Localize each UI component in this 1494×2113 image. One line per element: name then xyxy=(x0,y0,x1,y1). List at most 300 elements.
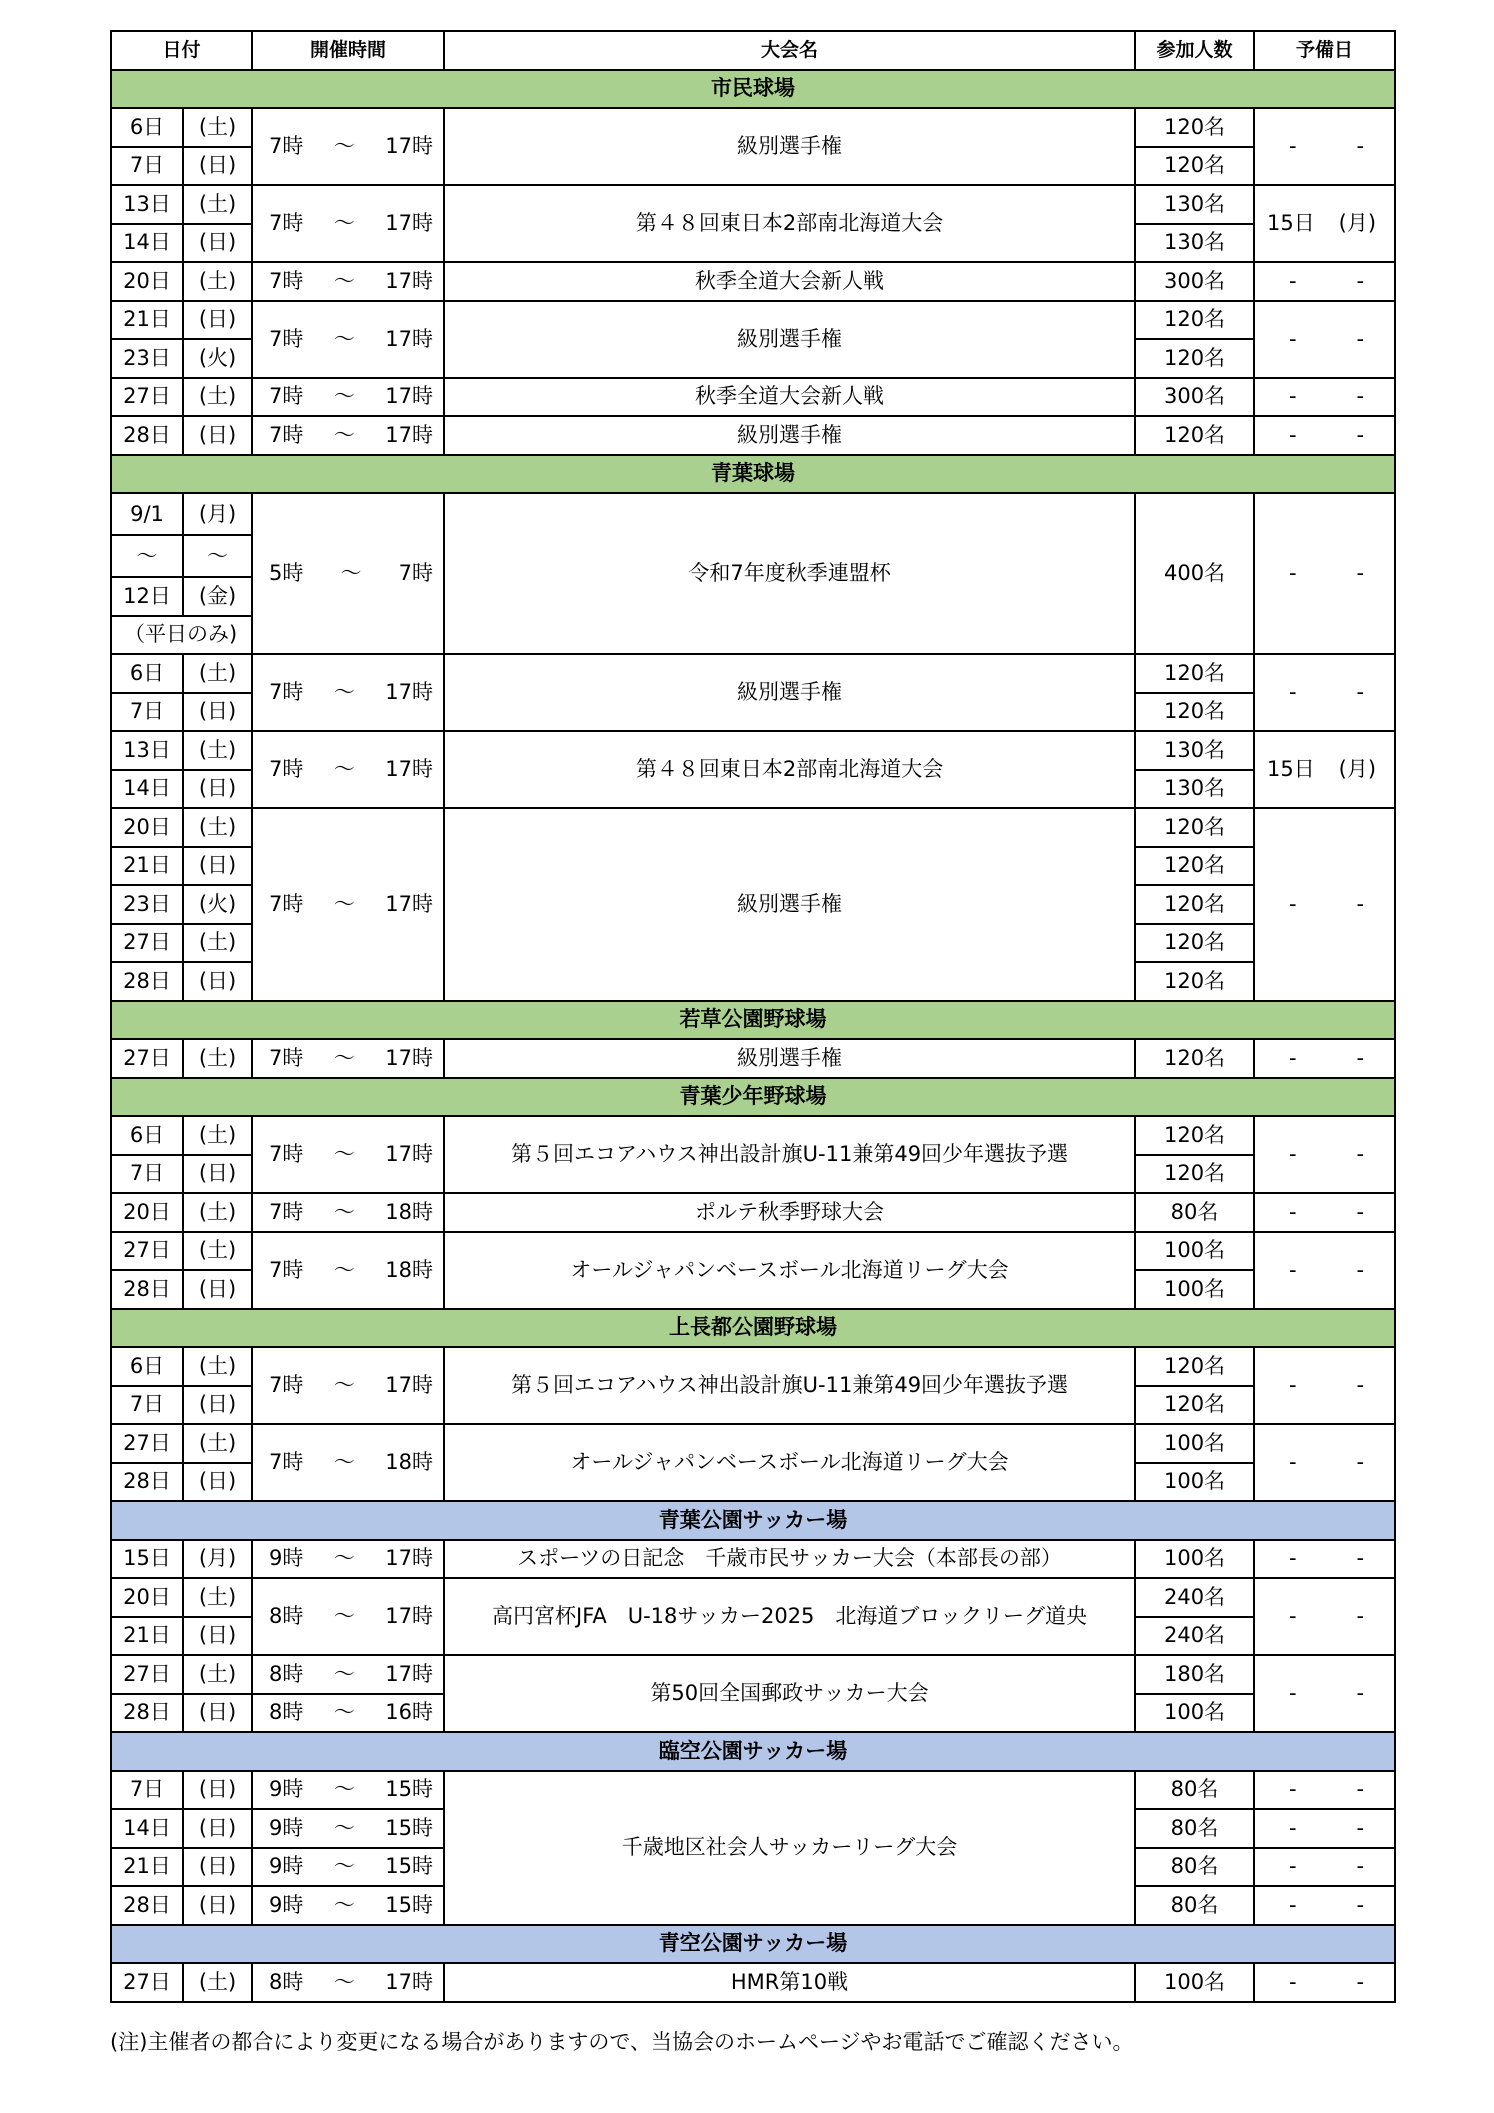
event-name: 千歳地区社会人サッカーリーグ大会 xyxy=(444,1771,1135,1925)
date-day: 7日 xyxy=(111,1386,183,1425)
event-name: スポーツの日記念 千歳市民サッカー大会（本部長の部） xyxy=(444,1540,1135,1579)
time-range xyxy=(252,1232,444,1309)
reserve-day-wrap xyxy=(1255,1548,1394,1569)
tilde-sep: ～ xyxy=(333,1257,355,1282)
participant-count: 180名 xyxy=(1135,1655,1254,1694)
tilde-sep: ～ xyxy=(333,211,355,235)
time-range-wrap xyxy=(253,1779,443,1800)
date-day: 28日 xyxy=(111,962,183,1001)
schedule-row xyxy=(111,1347,1395,1386)
reserve-day-wrap xyxy=(1255,759,1394,780)
reserve-day-a: - xyxy=(1289,891,1297,916)
schedule-body xyxy=(111,70,1395,2002)
time-range xyxy=(252,1809,444,1848)
participant-count: 120名 xyxy=(1135,693,1254,732)
date-weekday: (日) xyxy=(183,1386,252,1425)
participant-count: 120名 xyxy=(1135,962,1254,1001)
date-weekday: ～ xyxy=(183,535,252,577)
reserve-day-wrap xyxy=(1255,1452,1394,1473)
reserve-day-wrap xyxy=(1255,268,1394,293)
reserve-day xyxy=(1254,378,1395,417)
reserve-day-b: - xyxy=(1356,1854,1365,1879)
time-range-wrap xyxy=(253,1548,443,1569)
date-weekday: (土) xyxy=(183,731,252,770)
date-weekday: (日) xyxy=(183,847,252,886)
time-range-b: 17時 xyxy=(385,1661,433,1686)
reserve-day-a: - xyxy=(1289,1777,1297,1802)
schedule-row xyxy=(111,1540,1395,1579)
time-range-wrap xyxy=(253,759,443,780)
schedule-row xyxy=(111,1116,1395,1155)
time-range-b: 15時 xyxy=(385,1892,433,1917)
time-range xyxy=(252,493,444,654)
date-weekday: (日) xyxy=(183,1809,252,1848)
reserve-day xyxy=(1254,1848,1395,1887)
participant-count: 120名 xyxy=(1135,885,1254,924)
time-range-b: 17時 xyxy=(385,1045,433,1070)
time-range-a: 7時 xyxy=(269,1257,304,1282)
reserve-day xyxy=(1254,1809,1395,1848)
reserve-day xyxy=(1254,1771,1395,1810)
section-header-row xyxy=(111,1925,1395,1964)
time-range-b: 18時 xyxy=(385,1450,433,1474)
date-weekday: (日) xyxy=(183,1886,252,1925)
schedule-row xyxy=(111,1039,1395,1078)
section-title: 臨空公園サッカー場 xyxy=(111,1732,1395,1771)
section-header-row xyxy=(111,1001,1395,1040)
date-day: 23日 xyxy=(111,339,183,378)
time-range-wrap xyxy=(253,1257,443,1282)
participant-count: 120名 xyxy=(1135,924,1254,963)
date-day: 14日 xyxy=(111,1809,183,1848)
date-weekday: (土) xyxy=(183,1116,252,1155)
section-header-row xyxy=(111,455,1395,494)
time-range xyxy=(252,185,444,262)
event-name: 第４８回東日本2部南北海道大会 xyxy=(444,731,1135,808)
reserve-day xyxy=(1254,1424,1395,1501)
reserve-day-wrap xyxy=(1255,1683,1394,1704)
time-range-b: 17時 xyxy=(385,384,433,409)
date-weekday: (日) xyxy=(183,301,252,340)
participant-count: 120名 xyxy=(1135,108,1254,147)
time-range-a: 9時 xyxy=(269,1892,304,1917)
time-range-b: 17時 xyxy=(385,1969,433,1994)
date-weekday: (月) xyxy=(183,1540,252,1579)
event-name: 級別選手権 xyxy=(444,301,1135,378)
tilde-sep: ～ xyxy=(333,1199,355,1224)
reserve-day-b: - xyxy=(1356,1681,1365,1705)
date-weekday: (月) xyxy=(183,493,252,535)
section-header-row xyxy=(111,70,1395,109)
date-day: 9/1 xyxy=(111,493,183,535)
schedule-row xyxy=(111,262,1395,301)
event-name: 秋季全道大会新人戦 xyxy=(444,262,1135,301)
schedule-row xyxy=(111,416,1395,455)
schedule-row xyxy=(111,1655,1395,1694)
reserve-day-wrap xyxy=(1255,422,1394,447)
reserve-day-b: - xyxy=(1356,268,1365,293)
time-range-wrap xyxy=(253,891,443,916)
participant-count: 80名 xyxy=(1135,1809,1254,1848)
event-name: 第５回エコアハウス神出設計旗U-11兼第49回少年選抜予選 xyxy=(444,1116,1135,1193)
reserve-day-a: - xyxy=(1289,1450,1297,1474)
time-range-a: 7時 xyxy=(269,1373,304,1397)
reserve-day-b: - xyxy=(1356,1777,1365,1802)
reserve-day xyxy=(1254,1655,1395,1732)
event-name: 秋季全道大会新人戦 xyxy=(444,378,1135,417)
participant-count: 100名 xyxy=(1135,1232,1254,1271)
time-range-wrap xyxy=(253,682,443,703)
reserve-day-a: - xyxy=(1289,561,1297,585)
tilde-sep: ～ xyxy=(333,1854,355,1879)
event-name: 令和7年度秋季連盟杯 xyxy=(444,493,1135,654)
reserve-day-wrap xyxy=(1255,326,1394,351)
time-range-wrap xyxy=(253,1702,443,1723)
date-weekday: (日) xyxy=(183,1155,252,1194)
reserve-day-wrap xyxy=(1255,1257,1394,1282)
tilde-sep: ～ xyxy=(333,1450,355,1474)
reserve-day-wrap xyxy=(1255,891,1394,916)
reserve-day-b: - xyxy=(1356,1892,1365,1917)
reserve-day-wrap xyxy=(1255,682,1394,703)
participant-count: 120名 xyxy=(1135,808,1254,847)
time-range-a: 9時 xyxy=(269,1815,304,1840)
date-weekday: (土) xyxy=(183,1963,252,2002)
footnote: (注)主催者の都合により変更になる場合がありますので、当協会のホームページやお電話でご確認ください。 xyxy=(110,2030,1134,2054)
date-day: ～ xyxy=(111,535,183,577)
time-range-wrap xyxy=(253,563,443,584)
event-name: 第４８回東日本2部南北海道大会 xyxy=(444,185,1135,262)
reserve-day-wrap xyxy=(1255,1144,1394,1165)
schedule-row xyxy=(111,1963,1395,2002)
section-title: 若草公園野球場 xyxy=(111,1001,1395,1040)
reserve-day xyxy=(1254,262,1395,301)
time-range-wrap xyxy=(253,1661,443,1686)
tilde-sep: ～ xyxy=(333,1604,355,1628)
time-range xyxy=(252,108,444,185)
tilde-sep: ～ xyxy=(333,1700,355,1725)
participant-count: 80名 xyxy=(1135,1193,1254,1232)
reserve-day-b: (月) xyxy=(1338,211,1377,235)
participant-count: 120名 xyxy=(1135,654,1254,693)
time-range-b: 18時 xyxy=(385,1257,433,1282)
participant-count: 400名 xyxy=(1135,493,1254,654)
date-day: 15日 xyxy=(111,1540,183,1579)
section-title: 市民球場 xyxy=(111,70,1395,109)
reserve-day-a: - xyxy=(1289,1681,1297,1705)
tilde-sep: ～ xyxy=(333,326,355,351)
reserve-day-b: - xyxy=(1356,1045,1365,1070)
participant-count: 100名 xyxy=(1135,1270,1254,1309)
tilde-sep: ～ xyxy=(333,384,355,409)
tilde-sep: ～ xyxy=(333,1045,355,1070)
date-day: 28日 xyxy=(111,1694,183,1733)
time-range xyxy=(252,654,444,731)
reserve-day-wrap xyxy=(1255,1779,1394,1800)
date-day: 13日 xyxy=(111,731,183,770)
time-range-b: 17時 xyxy=(385,326,433,351)
reserve-day xyxy=(1254,416,1395,455)
section-title: 上長都公園野球場 xyxy=(111,1309,1395,1348)
date-day: 27日 xyxy=(111,1424,183,1463)
reserve-day-b: (月) xyxy=(1338,757,1377,781)
date-day: 20日 xyxy=(111,1193,183,1232)
date-day: 27日 xyxy=(111,378,183,417)
event-name: 高円宮杯JFA U-18サッカー2025 北海道ブロックリーグ道央 xyxy=(444,1578,1135,1655)
schedule-row xyxy=(111,1232,1395,1271)
tilde-sep: ～ xyxy=(333,680,355,704)
reserve-day-b: - xyxy=(1356,384,1365,409)
time-range-a: 7時 xyxy=(269,1199,304,1224)
section-header-row xyxy=(111,1309,1395,1348)
reserve-day xyxy=(1254,654,1395,731)
time-range xyxy=(252,1771,444,1810)
tilde-sep: ～ xyxy=(333,1373,355,1397)
reserve-day-wrap xyxy=(1255,213,1394,234)
date-day: 27日 xyxy=(111,924,183,963)
participant-count: 100名 xyxy=(1135,1424,1254,1463)
participant-count: 120名 xyxy=(1135,416,1254,455)
time-range-wrap xyxy=(253,268,443,293)
participant-count: 80名 xyxy=(1135,1771,1254,1810)
date-day: 21日 xyxy=(111,1617,183,1656)
tilde-sep: ～ xyxy=(333,1815,355,1840)
time-range-b: 16時 xyxy=(385,1700,433,1725)
tilde-sep: ～ xyxy=(333,1969,355,1994)
reserve-day-a: - xyxy=(1289,1815,1297,1840)
time-range-wrap xyxy=(253,1045,443,1070)
date-weekday: (金) xyxy=(183,577,252,616)
date-weekday: (日) xyxy=(183,1617,252,1656)
time-range-a: 8時 xyxy=(269,1969,304,1994)
event-name: 第50回全国郵政サッカー大会 xyxy=(444,1655,1135,1732)
header-count: 参加人数 xyxy=(1135,31,1254,70)
event-name: 級別選手権 xyxy=(444,654,1135,731)
participant-count: 130名 xyxy=(1135,770,1254,809)
time-range-a: 9時 xyxy=(269,1546,304,1571)
reserve-day xyxy=(1254,185,1395,262)
reserve-day-wrap xyxy=(1255,1892,1394,1917)
reserve-day-a: - xyxy=(1289,134,1297,158)
participant-count: 120名 xyxy=(1135,847,1254,886)
time-range-b: 17時 xyxy=(385,757,433,781)
time-range xyxy=(252,1039,444,1078)
reserve-day-a: - xyxy=(1289,1045,1297,1070)
date-day: 7日 xyxy=(111,1771,183,1810)
schedule-row xyxy=(111,731,1395,770)
date-weekday: (火) xyxy=(183,339,252,378)
reserve-day-wrap xyxy=(1255,1606,1394,1627)
date-weekday: (土) xyxy=(183,1655,252,1694)
reserve-day-b: - xyxy=(1356,561,1365,585)
event-name: 級別選手権 xyxy=(444,108,1135,185)
time-range-a: 7時 xyxy=(269,1450,304,1474)
time-range-a: 7時 xyxy=(269,757,304,781)
tilde-sep: ～ xyxy=(333,1661,355,1686)
participant-count: 120名 xyxy=(1135,147,1254,186)
reserve-day xyxy=(1254,1540,1395,1579)
time-range-a: 5時 xyxy=(269,561,304,585)
participant-count: 300名 xyxy=(1135,262,1254,301)
date-day: 28日 xyxy=(111,416,183,455)
time-range-b: 17時 xyxy=(385,1142,433,1166)
date-note: （平日のみ) xyxy=(111,616,252,655)
date-day: 7日 xyxy=(111,693,183,732)
time-range-wrap xyxy=(253,1606,443,1627)
schedule-row xyxy=(111,808,1395,847)
participant-count: 120名 xyxy=(1135,1386,1254,1425)
date-weekday: (土) xyxy=(183,1232,252,1271)
time-range-b: 18時 xyxy=(385,1199,433,1224)
header-time: 開催時間 xyxy=(252,31,444,70)
participant-count: 130名 xyxy=(1135,185,1254,224)
date-day: 21日 xyxy=(111,1848,183,1887)
reserve-day-wrap xyxy=(1255,1045,1394,1070)
schedule-row xyxy=(111,1578,1395,1617)
date-weekday: (土) xyxy=(183,1193,252,1232)
time-range-b: 7時 xyxy=(398,561,434,585)
time-range-a: 7時 xyxy=(269,326,304,351)
reserve-day-a: - xyxy=(1289,1373,1297,1397)
section-title: 青葉少年野球場 xyxy=(111,1078,1395,1117)
reserve-day-b: - xyxy=(1356,1604,1365,1628)
reserve-day xyxy=(1254,301,1395,378)
reserve-day-a: - xyxy=(1289,1257,1297,1282)
time-range-wrap xyxy=(253,386,443,407)
time-range xyxy=(252,1848,444,1887)
time-range xyxy=(252,301,444,378)
time-range-wrap xyxy=(253,213,443,234)
event-name: オールジャパンベースボール北海道リーグ大会 xyxy=(444,1232,1135,1309)
time-range-a: 8時 xyxy=(269,1700,304,1725)
date-day: 20日 xyxy=(111,808,183,847)
date-day: 27日 xyxy=(111,1039,183,1078)
schedule-row xyxy=(111,1771,1395,1810)
participant-count: 120名 xyxy=(1135,339,1254,378)
reserve-day xyxy=(1254,108,1395,185)
tilde-sep: ～ xyxy=(333,268,355,293)
time-range-a: 9時 xyxy=(269,1777,304,1802)
date-day: 6日 xyxy=(111,1116,183,1155)
date-weekday: (日) xyxy=(183,1270,252,1309)
time-range-b: 17時 xyxy=(385,268,433,293)
time-range-wrap xyxy=(253,422,443,447)
participant-count: 100名 xyxy=(1135,1540,1254,1579)
schedule-row xyxy=(111,654,1395,693)
header-reserve: 予備日 xyxy=(1254,31,1395,70)
reserve-day-a: - xyxy=(1289,680,1297,704)
time-range xyxy=(252,808,444,1001)
tilde-sep: ～ xyxy=(333,891,355,916)
date-weekday: (土) xyxy=(183,1578,252,1617)
time-range-a: 8時 xyxy=(269,1661,304,1686)
time-range xyxy=(252,1886,444,1925)
reserve-day-b: - xyxy=(1356,891,1365,916)
time-range-wrap xyxy=(253,1199,443,1224)
section-header-row xyxy=(111,1732,1395,1771)
time-range-wrap xyxy=(253,1856,443,1877)
date-day: 6日 xyxy=(111,654,183,693)
schedule-table xyxy=(110,30,1396,2003)
reserve-day xyxy=(1254,731,1395,808)
reserve-day-a: - xyxy=(1289,422,1297,447)
participant-count: 100名 xyxy=(1135,1694,1254,1733)
reserve-day xyxy=(1254,1963,1395,2002)
reserve-day xyxy=(1254,1578,1395,1655)
participant-count: 120名 xyxy=(1135,1155,1254,1194)
reserve-day-wrap xyxy=(1255,563,1394,584)
reserve-day xyxy=(1254,1039,1395,1078)
event-name: 級別選手権 xyxy=(444,1039,1135,1078)
event-name: 級別選手権 xyxy=(444,808,1135,1001)
participant-count: 240名 xyxy=(1135,1578,1254,1617)
schedule-row xyxy=(111,1193,1395,1232)
time-range-b: 17時 xyxy=(385,211,433,235)
reserve-day xyxy=(1254,1116,1395,1193)
date-weekday: (日) xyxy=(183,1848,252,1887)
schedule-row xyxy=(111,378,1395,417)
time-range-a: 7時 xyxy=(269,134,304,158)
date-weekday: (日) xyxy=(183,416,252,455)
time-range-b: 17時 xyxy=(385,891,433,916)
date-weekday: (日) xyxy=(183,1694,252,1733)
time-range-a: 9時 xyxy=(269,1854,304,1879)
date-day: 21日 xyxy=(111,301,183,340)
tilde-sep: ～ xyxy=(333,1892,355,1917)
time-range-a: 8時 xyxy=(269,1604,304,1628)
time-range-a: 7時 xyxy=(269,680,304,704)
reserve-day xyxy=(1254,493,1395,654)
time-range xyxy=(252,1540,444,1579)
participant-count: 120名 xyxy=(1135,1116,1254,1155)
time-range-wrap xyxy=(253,1892,443,1917)
reserve-day-wrap xyxy=(1255,1375,1394,1396)
time-range-b: 15時 xyxy=(385,1777,433,1802)
reserve-day-a: - xyxy=(1289,384,1297,409)
participant-count: 300名 xyxy=(1135,378,1254,417)
event-name: HMR第10戦 xyxy=(444,1963,1135,2002)
date-day: 27日 xyxy=(111,1655,183,1694)
time-range xyxy=(252,1578,444,1655)
section-title: 青葉球場 xyxy=(111,455,1395,494)
reserve-day-a: - xyxy=(1289,268,1297,293)
tilde-sep: ～ xyxy=(333,422,355,447)
schedule-row xyxy=(111,301,1395,340)
reserve-day-b: - xyxy=(1356,1546,1365,1571)
header-event: 大会名 xyxy=(444,31,1135,70)
tilde-sep: ～ xyxy=(340,561,362,585)
date-weekday: (土) xyxy=(183,1347,252,1386)
reserve-day-wrap xyxy=(1255,1815,1394,1840)
date-weekday: (土) xyxy=(183,654,252,693)
time-range xyxy=(252,1963,444,2002)
time-range-a: 7時 xyxy=(269,1142,304,1166)
schedule-row xyxy=(111,1424,1395,1463)
date-weekday: (土) xyxy=(183,108,252,147)
date-weekday: (日) xyxy=(183,962,252,1001)
time-range-wrap xyxy=(253,1144,443,1165)
event-name: 級別選手権 xyxy=(444,416,1135,455)
time-range-b: 15時 xyxy=(385,1815,433,1840)
reserve-day-b: - xyxy=(1356,1257,1365,1282)
date-day: 21日 xyxy=(111,847,183,886)
reserve-day xyxy=(1254,1232,1395,1309)
date-day: 20日 xyxy=(111,1578,183,1617)
time-range-a: 7時 xyxy=(269,422,304,447)
reserve-day-a: - xyxy=(1289,1854,1297,1879)
date-weekday: (土) xyxy=(183,924,252,963)
tilde-sep: ～ xyxy=(333,757,355,781)
